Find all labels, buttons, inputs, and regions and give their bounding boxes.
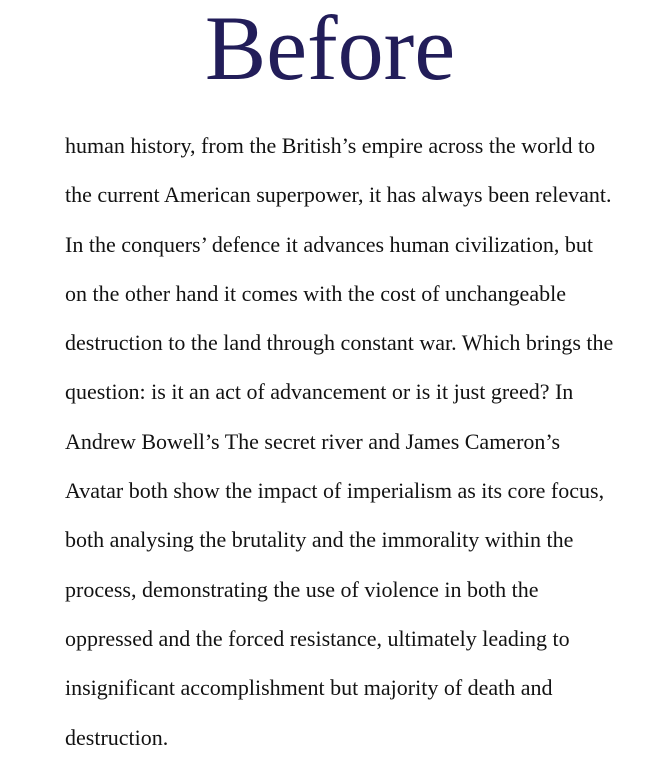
text-line: Andrew Bowell’s The secret river and James Cameron’s	[65, 428, 561, 454]
text-line: process, demonstrating the use of violence in both the	[65, 576, 539, 602]
text-line: human history, from the British’s empire across the world to	[65, 133, 596, 158]
page-title: Before	[204, 0, 456, 99]
text-line: on the other hand it comes with the cost of unchangeable	[65, 280, 566, 306]
text-line: destruction to the land through constant war. Which brings the	[65, 330, 614, 356]
text-line: question: is it an act of advancement or is it just greed? In	[65, 379, 574, 405]
text-line: insignificant accomplishment but majority of death and	[65, 675, 553, 701]
text-line: Avatar both show the impact of imperialism as its core focus,	[65, 478, 605, 504]
text-line: oppressed and the forced resistance, ultimately leading to	[65, 625, 570, 651]
text-line: destruction.	[65, 724, 169, 750]
text-line: In the conquers’ defence it advances human civilization, but	[65, 231, 593, 257]
text-line: the current American superpower, it has always been relevant.	[65, 182, 612, 208]
text-line: both analysing the brutality and the immorality within the	[65, 527, 574, 553]
body-text	[65, 121, 614, 762]
